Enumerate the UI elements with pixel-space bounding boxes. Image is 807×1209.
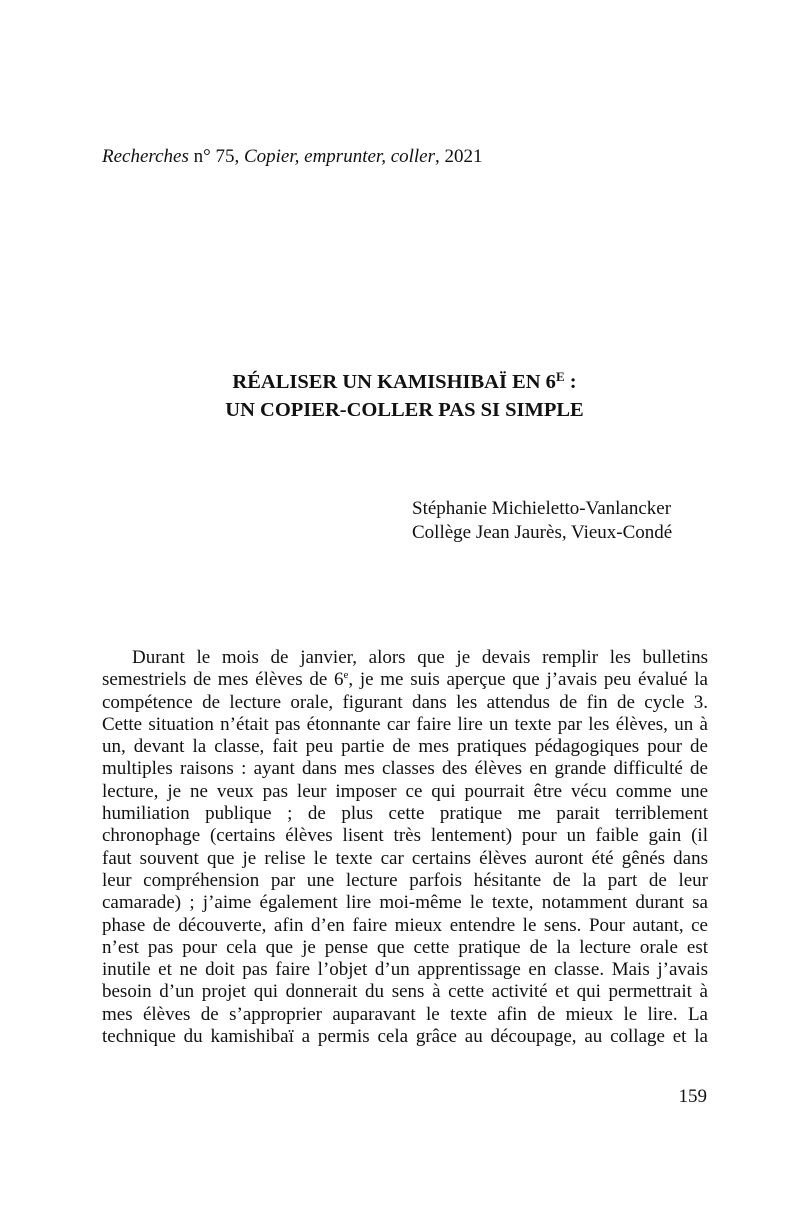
issue-number: n° 75, (188, 146, 244, 167)
title-line-1 (102, 368, 707, 396)
author-block (412, 497, 672, 545)
title-superscript: E (555, 369, 565, 384)
body-paragraph (102, 647, 708, 1048)
title-line-1-text: RÉALISER UN KAMISHIBAÏ EN 6 (232, 371, 556, 393)
body-line: technique du kamishibaï a permis cela grâce au découpage, au collage et la (102, 1026, 708, 1048)
body-line: mes élèves de s’approprier auparavant le texte afin de mieux le lire. La (102, 1003, 708, 1025)
body-line: humiliation publique ; de plus cette pratique me parait terriblement (102, 803, 708, 825)
body-line: chronophage (certains élèves lisent très lentement) pour un faible gain (il (102, 825, 708, 847)
body-line: n’est pas pour cela que je pense que cette pratique de la lecture orale est (102, 936, 708, 958)
body-line: Cette situation n’était pas étonnante car faire lire un texte par les élèves, un à (102, 713, 708, 735)
body-line: besoin d’un projet qui donnerait du sens à cette activité et qui permettrait à (102, 981, 708, 1003)
body-line: camarade) ; j’aime également lire moi-même le texte, notamment durant sa (102, 892, 708, 914)
body-superscript: e (343, 669, 349, 682)
body-line: leur compréhension par une lecture parfois hésitante de la part de leur (102, 869, 708, 891)
body-line-2-end: , je me suis aperçue que j’avais peu évalué la (348, 669, 708, 691)
body-line: inutile et ne doit pas faire l’objet d’un apprentissage en classe. Mais j’avais (102, 959, 708, 981)
body-line: phase de découverte, afin d’en faire mieux entendre le sens. Pour autant, ce (102, 914, 708, 936)
issue-year: , 2021 (435, 146, 483, 167)
running-header (102, 145, 483, 169)
page-number: 159 (678, 1086, 707, 1107)
body-line: un, devant la classe, fait peu partie de mes pratiques pédagogiques pour de (102, 736, 708, 758)
author-name: Stéphanie Michieletto-Vanlancker (412, 498, 672, 519)
title-line-2: UN COPIER-COLLER PAS SI SIMPLE (225, 399, 584, 421)
body-line: compétence de lecture orale, figurant dans les attendus de fin de cycle 3. (102, 691, 708, 713)
body-line: multiples raisons : ayant dans mes classes des élèves en grande difficulté de (102, 758, 708, 780)
body-line: Durant le mois de janvier, alors que je devais remplir les bulletins (132, 647, 708, 668)
body-line (102, 669, 708, 691)
body-line-2-start: semestriels de mes élèves de 6 (102, 669, 344, 691)
issue-theme: Copier, emprunter, coller (243, 146, 436, 167)
article-title (102, 368, 707, 424)
body-line: lecture, je ne veux pas leur imposer ce qui pourrait être vécu comme une (102, 780, 708, 802)
title-line-1-colon: : (564, 371, 577, 393)
journal-name: Recherches (102, 146, 189, 167)
author-affiliation: Collège Jean Jaurès, Vieux-Condé (412, 522, 673, 543)
body-line: faut souvent que je relise le texte car certains élèves auront été gênés dans (102, 847, 708, 869)
